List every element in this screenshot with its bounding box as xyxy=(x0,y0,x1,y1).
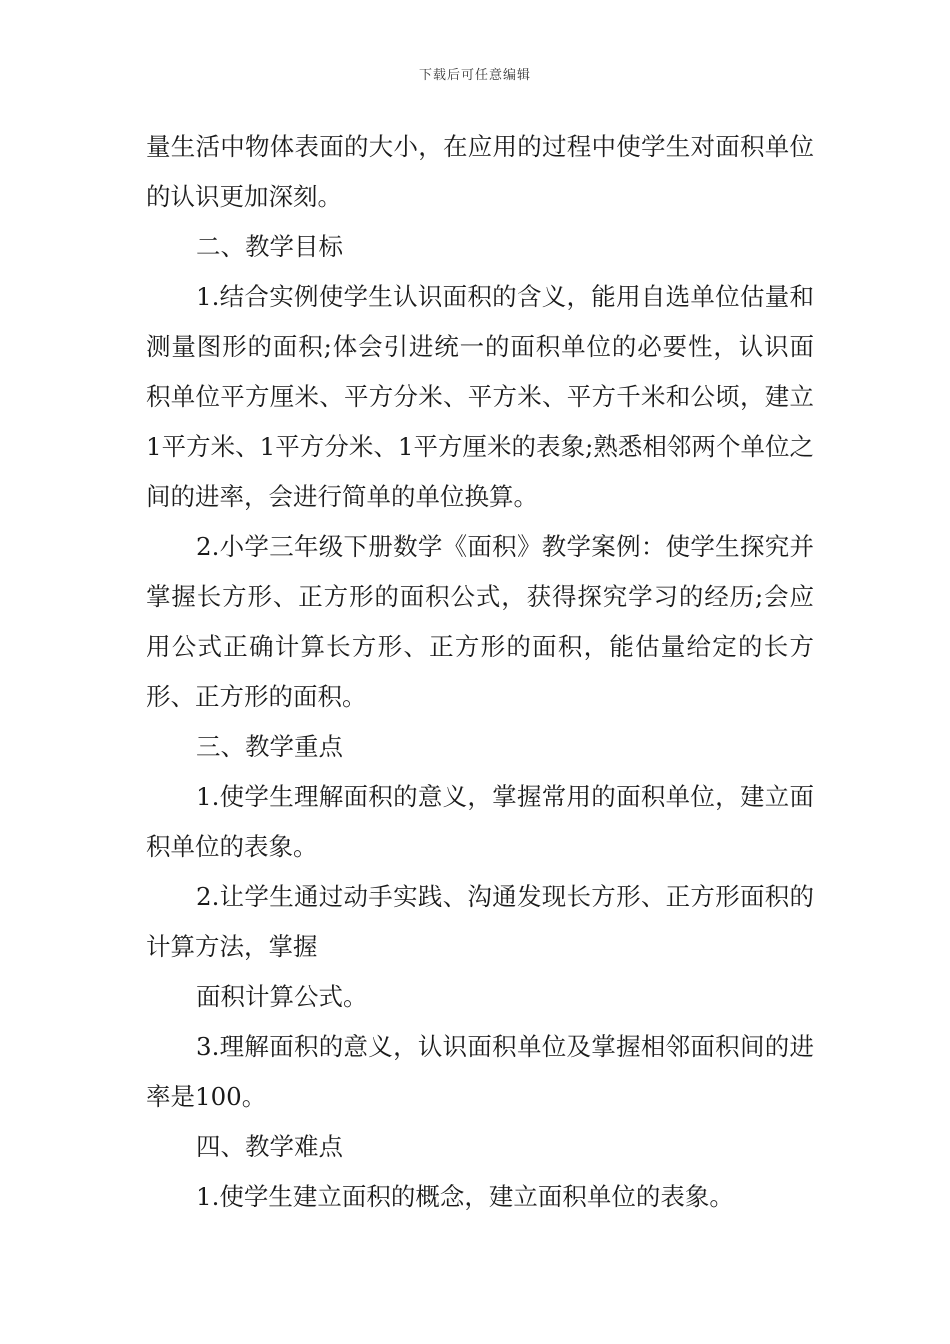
objective-item-2: 2.小学三年级下册数学《面积》教学案例：使学生探究并掌握长方形、正方形的面积公式，获得探究学习的经历;会应用公式正确计算长方形、正方形的面积，能估量给定的长方形、正方形的面积。 xyxy=(146,532,814,711)
section-heading-key-points: 三、教学重点 xyxy=(196,732,343,761)
key-point-item-2: 2.让学生通过动手实践、沟通发现长方形、正方形面积的计算方法，掌握 xyxy=(146,882,814,961)
objective-item-1: 1.结合实例使学生认识面积的含义，能用自选单位估量和测量图形的面积;体会引进统一的面积单位的必要性，认识面积单位平方厘米、平方分米、平方米、平方千米和公顷，建立1平方米、1平方分米、1平方厘米的表象;熟悉相邻两个单位之间的进率，会进行简单的单位换算。 xyxy=(146,282,814,511)
paragraph-continuation: 量生活中物体表面的大小，在应用的过程中使学生对面积单位的认识更加深刻。 xyxy=(146,132,814,211)
key-point-item-2-continuation: 面积计算公式。 xyxy=(196,982,368,1011)
page-header-note: 下载后可任意编辑 xyxy=(418,68,531,83)
document-body xyxy=(146,122,814,1222)
key-point-item-3: 3.理解面积的意义，认识面积单位及掌握相邻面积间的进率是100。 xyxy=(146,1032,814,1111)
section-heading-objectives: 二、教学目标 xyxy=(196,232,343,261)
difficulty-item-1: 1.使学生建立面积的概念，建立面积单位的表象。 xyxy=(196,1182,734,1211)
key-point-item-1: 1.使学生理解面积的意义，掌握常用的面积单位，建立面积单位的表象。 xyxy=(146,782,814,861)
section-heading-difficulties: 四、教学难点 xyxy=(196,1132,343,1161)
